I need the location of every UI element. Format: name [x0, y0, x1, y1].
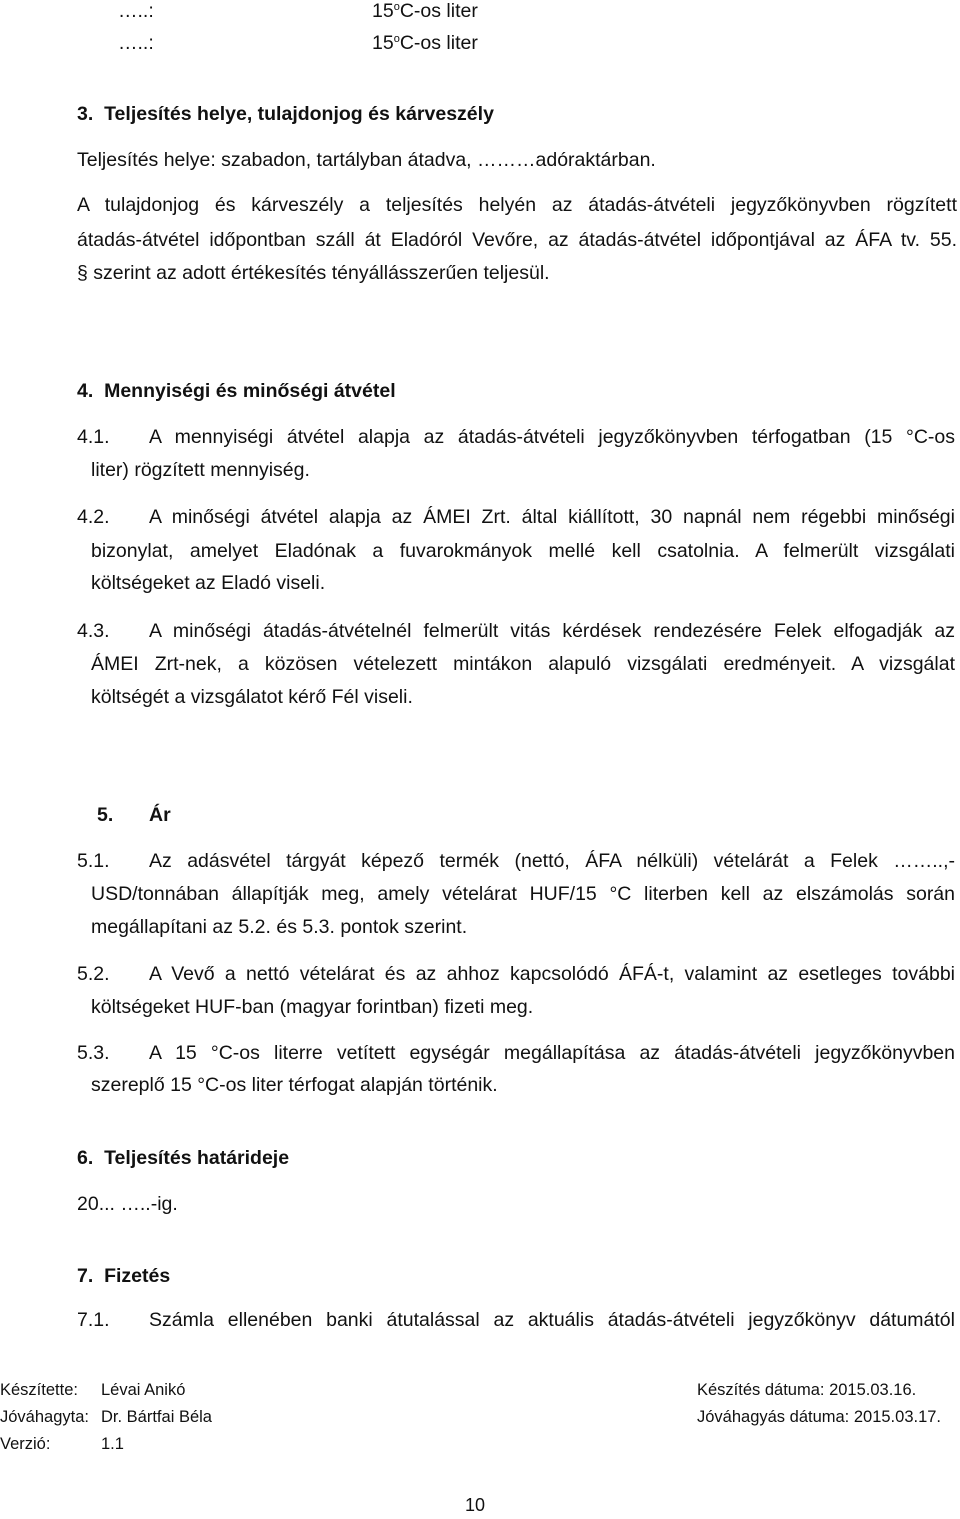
top-line-1-prefix: …..:: [118, 0, 154, 22]
footer-approved-date: Jóváhagyás dátuma: 2015.03.17.: [697, 1408, 942, 1426]
item-4-3-line-3: költségét a vizsgálatot kérő Fél viseli.: [91, 686, 413, 708]
item-5-1-line-3: megállapítani az 5.2. és 5.3. pontok szerint.: [91, 916, 468, 938]
top-line-1-unit: C-os liter: [399, 0, 478, 22]
item-4-2-number: 4.2.: [77, 506, 110, 528]
section-3-heading: 3. Teljesítés helye, tulajdonjog és kárveszély: [77, 103, 494, 125]
item-5-1-line-1: Az adásvétel tárgyát képező termék (nettó, ÁFA nélküli) vételárát a Felek ……..,-: [149, 850, 955, 872]
top-line-2-prefix: …..:: [118, 32, 154, 54]
top-line-1-value: [372, 0, 478, 23]
item-4-3-line-2: ÁMEI Zrt-nek, a közösen vételezett mintákon alapuló vizsgálati eredményeit. A vizsgálat: [91, 653, 955, 675]
footer-version-label: Verzió:: [0, 1435, 51, 1453]
footer-approved-by-label: Jóváhagyta:: [0, 1408, 89, 1426]
top-line-1-degree: o: [393, 1, 400, 13]
section-3-text-line-2: átadás-átvétel időpontban száll át Eladóról Vevőre, az átadás-átvétel időpontjával az ÁFA tv. 55.: [77, 229, 957, 251]
item-5-1-line-2: USD/tonnában állapítják meg, amely vételárat HUF/15 °C literben kell az elszámolás során: [91, 883, 955, 905]
item-4-3-number: 4.3.: [77, 620, 110, 642]
item-5-3-line-2: szereplő 15 °C-os liter térfogat alapján történik.: [91, 1074, 498, 1096]
footer-made-by-value: Lévai Anikó: [101, 1381, 186, 1399]
item-7-1-number: 7.1.: [77, 1309, 110, 1331]
item-4-1-line-1: A mennyiségi átvétel alapja az átadás-átvételi jegyzőkönyvben térfogatban (15 °C-os: [149, 426, 955, 448]
item-5-2-line-2: költségeket HUF-ban (magyar forintban) fizeti meg.: [91, 996, 534, 1018]
top-line-2-number: 15: [372, 32, 394, 54]
top-line-1-number: 15: [372, 0, 394, 22]
section-3-place: Teljesítés helye: szabadon, tartályban átadva, ………adóraktárban.: [77, 149, 656, 171]
section-4-heading: 4. Mennyiségi és minőségi átvétel: [77, 380, 396, 402]
item-4-2-line-2: bizonylat, amelyet Eladónak a fuvarokmányok mellé kell csatolnia. A felmerült vizsgálati: [91, 540, 955, 562]
top-line-2-unit: C-os liter: [399, 32, 478, 54]
item-4-2-line-3: költségeket az Eladó viseli.: [91, 572, 326, 594]
section-6-deadline: 20... …..-ig.: [77, 1193, 178, 1215]
item-4-1-number: 4.1.: [77, 426, 110, 448]
item-7-1-line-1: Számla ellenében banki átutalással az aktuális átadás-átvételi jegyzőkönyv dátumától: [149, 1309, 955, 1331]
item-5-2-number: 5.2.: [77, 963, 110, 985]
section-3-text-line-1: A tulajdonjog és kárveszély a teljesítés helyén az átadás-átvételi jegyzőkönyvben rögzített: [77, 194, 957, 216]
section-5-heading: Ár: [149, 804, 171, 826]
section-7-heading: 7. Fizetés: [77, 1265, 171, 1287]
item-5-3-number: 5.3.: [77, 1042, 110, 1064]
footer-made-by-label: Készítette:: [0, 1381, 78, 1399]
footer-made-date: Készítés dátuma: 2015.03.16.: [697, 1381, 917, 1399]
item-4-1-line-2: liter) rögzített mennyiség.: [91, 459, 310, 481]
item-4-3-line-1: A minőségi átadás-átvételnél felmerült vitás kérdések rendezésére Felek elfogadják az: [149, 620, 955, 642]
item-5-1-number: 5.1.: [77, 850, 110, 872]
page-number: 10: [465, 1495, 486, 1515]
item-4-2-line-1: A minőségi átvétel alapja az ÁMEI Zrt. által kiállított, 30 napnál nem régebbi minőségi: [149, 506, 955, 528]
footer-version-value: 1.1: [101, 1435, 124, 1453]
section-6-heading: 6. Teljesítés határideje: [77, 1147, 290, 1169]
section-3-text-line-3: § szerint az adott értékesítés tényállásszerűen teljesül.: [77, 262, 550, 284]
top-line-2-value: [372, 32, 478, 55]
footer-approved-by-value: Dr. Bártfai Béla: [101, 1408, 212, 1426]
top-line-2-degree: o: [393, 33, 400, 45]
item-5-3-line-1: A 15 °C-os literre vetített egységár megállapítása az átadás-átvételi jegyzőkönyvben: [149, 1042, 955, 1064]
section-5-number: 5.: [97, 804, 114, 826]
item-5-2-line-1: A Vevő a nettó vételárat és az ahhoz kapcsolódó ÁFÁ-t, valamint az esetleges további: [149, 963, 955, 985]
